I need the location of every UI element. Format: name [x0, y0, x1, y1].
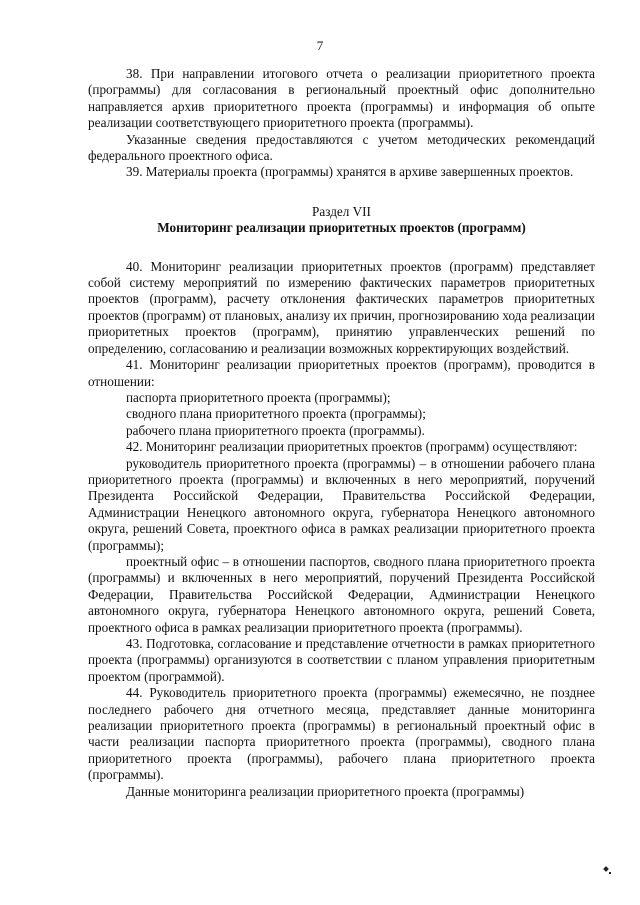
paragraph-recommendations: Указанные сведения предоставляются с учетом методических рекомендаций федерального проектного офиса. [88, 131, 595, 164]
list-item-project-head: руководитель приоритетного проекта (программы) – в отношении рабочего плана приоритетного проекта (программы) и включенных в него мероприятий, поручений Президента Российской Федерации, Правительства Российской Федерации, Администрации Ненецкого автономного округа, губернатора Ненецкого автономного округа, решений Совета, проектного офиса в рамках реализации приоритетного проекта (программы); [88, 455, 595, 553]
paragraph-43: 43. Подготовка, согласование и представление отчетности в рамках приоритетного проекта (программы) организуются в соответствии с планом управления приоритетным проектом (программой). [88, 636, 595, 684]
document-body [88, 66, 595, 800]
paragraph-39: 39. Материалы проекта (программы) хранятся в архиве завершенных проектов. [126, 164, 574, 180]
paragraph-38: 38. При направлении итогового отчета о реализации приоритетного проекта (программы) для согласования в региональный проектный офис дополнительно направляется архив приоритетного проекта (программы) и информация об опыте реализации соответствующего приоритетного проекта (программы). [88, 66, 595, 131]
paragraph-41: 41. Мониторинг реализации приоритетных проектов (программ), проводится в отношении: [88, 357, 595, 389]
scan-dot [609, 872, 611, 874]
list-item-summary-plan: сводного плана приоритетного проекта (программы); [126, 406, 426, 422]
paragraph-44: 44. Руководитель приоритетного проекта (программы) ежемесячно, не позднее последнего рабочего дня отчетного месяца, представляет данные мониторинга реализации приоритетного проекта (программы) в региональный проектный офис в части реализации паспорта приоритетного проекта (программы), сводного плана приоритетного проекта (программы), рабочего плана приоритетного проекта (программы). [88, 685, 595, 783]
paragraph-monitoring-data: Данные мониторинга реализации приоритетного проекта (программы) [126, 783, 525, 799]
list-item-project-office: проектный офис – в отношении паспортов, сводного плана приоритетного проекта (программы) и включенных в него мероприятий, поручений Президента Российской Федерации, Правительства Российской Федерации, Администрации Ненецкого автономного округа, губернатора Ненецкого автономного округа, решений Совета, проектного офиса в рамках реализации приоритетного проекта (программы). [88, 553, 595, 635]
section-heading: Мониторинг реализации приоритетных проектов (программ) [157, 220, 526, 236]
scan-mark [603, 866, 609, 872]
paragraph-42: 42. Мониторинг реализации приоритетных проектов (программ) осуществляют: [126, 439, 578, 455]
section-label: Раздел VII [312, 203, 371, 219]
paragraph-40: 40. Мониторинг реализации приоритетных проектов (программ) представляет собой систему мероприятий по измерению фактических параметров приоритетных проектов (программ), расчету отклонения фактических параметров приоритетных проектов (программ) от плановых, анализу их причин, прогнозированию хода реализации приоритетных проектов (программ), принятию управленческих решений по определению, согласованию и реализации возможных корректирующих воздействий. [88, 258, 595, 356]
list-item-passport: паспорта приоритетного проекта (программы); [126, 389, 391, 405]
page-number: 7 [316, 38, 324, 53]
list-item-work-plan: рабочего плана приоритетного проекта (программы). [126, 422, 425, 438]
